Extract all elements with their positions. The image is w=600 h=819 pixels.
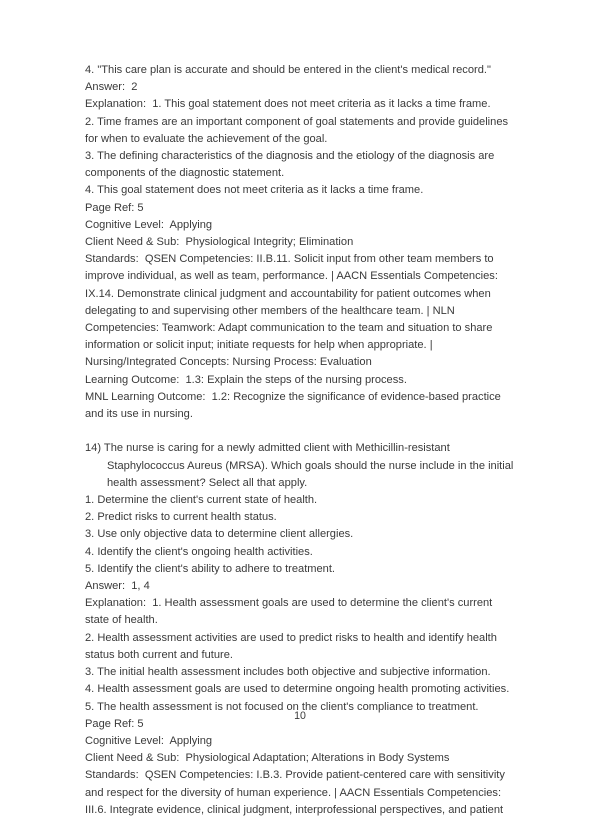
option-line: 4. "This care plan is accurate and should be entered in the client's medical record."	[85, 64, 491, 76]
mnl-learning-outcome-line: MNL Learning Outcome: 1.2: Recognize the significance of evidence-based practice and its use in nursing.	[85, 390, 504, 421]
standards-line: Standards: QSEN Competencies: I.B.3. Provide patient-centered care with sensitivity and respect for the diversity of human experience. | AACN Essentials Competencies: III.6. Integrate evidence, clinical judgment, interprofessional perspectives, and patient	[85, 769, 509, 816]
client-need-line: Client Need & Sub: Physiological Integrity; Elimination	[85, 236, 354, 249]
explanation-line: 4. Health assessment goals are used to determine ongoing health promoting activities.	[85, 683, 510, 696]
explanation-line: 5. The health assessment is not focused on the client's compliance to treatment.	[85, 700, 479, 713]
answer-line: Answer: 1, 4	[85, 580, 150, 593]
question-13-block	[85, 62, 517, 423]
explanation-line: Explanation: 1. Health assessment goals are used to determine the client's current state of health.	[85, 597, 496, 627]
question-stem: 14) The nurse is caring for a newly admitted client with Methicillin-resistant Staphylococcus Aureus (MRSA). Which goals should the nurse include in the initial health assessment? Select all that apply.	[85, 442, 517, 489]
page-number: 10	[294, 710, 306, 722]
nursing-concepts-line: Nursing/Integrated Concepts: Nursing Process: Evaluation	[85, 356, 372, 369]
option-line: 1. Determine the client's current state of health.	[85, 494, 318, 507]
explanation-line: 3. The defining characteristics of the diagnosis and the etiology of the diagnosis are components of the diagnostic statement.	[85, 150, 498, 180]
explanation-line: 2. Health assessment activities are used to predict risks to health and identify health status both current and future.	[85, 631, 501, 661]
explanation-line: 3. The initial health assessment includes both objective and subjective information.	[85, 666, 491, 679]
client-need-line: Client Need & Sub: Physiological Adaptation; Alterations in Body Systems	[85, 752, 450, 765]
page-ref-line: Page Ref: 5	[85, 717, 144, 730]
explanation-line: 2. Time frames are an important component of goal statements and provide guidelines for when to evaluate the achievement of the goal.	[85, 115, 512, 145]
option-line: 5. Identify the client's ability to adhere to treatment.	[85, 562, 336, 575]
explanation-line: 4. This goal statement does not meet criteria as it lacks a time frame.	[85, 184, 424, 197]
page-ref-line: Page Ref: 5	[85, 201, 144, 214]
learning-outcome-line: Learning Outcome: 1.3: Explain the steps of the nursing process.	[85, 373, 407, 386]
cognitive-level-line: Cognitive Level: Applying	[85, 734, 213, 747]
option-line: 2. Predict risks to current health status.	[85, 511, 277, 524]
block-separator	[85, 423, 517, 440]
option-line: 3. Use only objective data to determine client allergies.	[85, 528, 354, 541]
cognitive-level-line: Cognitive Level: Applying	[85, 218, 213, 231]
explanation-line: Explanation: 1. This goal statement does not meet criteria as it lacks a time frame.	[85, 98, 491, 111]
page-content	[85, 62, 517, 819]
standards-line: Standards: QSEN Competencies: II.B.11. Solicit input from other team members to improve individual, as well as team, performance. | AACN Essentials Competencies: IX.14. Demonstrate clinical judgment and accountability for patient outcomes when delegating to and supervising other members of the healthcare team. | NLN Competencies: Teamwork: Adapt communication to the team and situation to share information or solicit input; initiate requests for help when appropriate. |	[85, 253, 502, 352]
question-14-block	[85, 440, 517, 818]
option-line: 4. Identify the client's ongoing health activities.	[85, 545, 313, 558]
answer-line: Answer: 2	[85, 81, 138, 94]
